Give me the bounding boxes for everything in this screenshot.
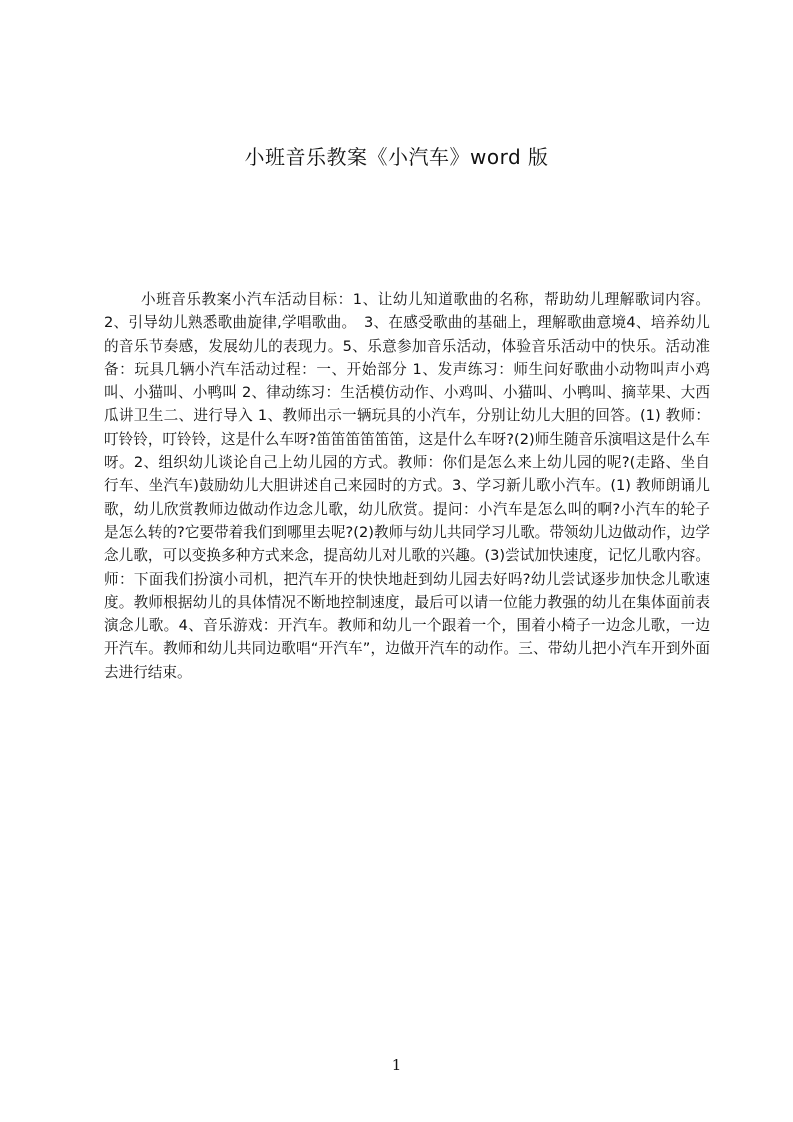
page-number: 1 [391, 1056, 402, 1074]
document-title: 小班音乐教案《小汽车》word 版 [244, 145, 549, 169]
document-body-paragraph: 小班音乐教案小汽车活动目标：1、让幼儿知道歌曲的名称，帮助幼儿理解歌词内容。2、引导幼儿熟悉歌曲旋律,学唱歌曲。 3、在感受歌曲的基础上，理解歌曲意境4、培养幼儿的音乐节奏感，发展幼儿的表现力。5、乐意参加音乐活动，体验音乐活动中的快乐。活动准备：玩具几辆小汽车活动过程：一、开始部分 1、发声练习：师生问好歌曲小动物叫声小鸡叫、小猫叫、小鸭叫 2、律动练习：生活模仿动作、小鸡叫、小猫叫、小鸭叫、摘苹果、大西瓜讲卫生二、进行导入 1、教师出示一辆玩具的小汽车，分别让幼儿大胆的回答。(1) 教师：叮铃铃，叮铃铃，这是什么车呀?笛笛笛笛笛笛，这是什么车呀?(2)师生随音乐演唱这是什么车呀。2、组织幼儿谈论自己上幼儿园的方式。教师：你们是怎么来上幼儿园的呢?(走路、坐自行车、坐汽车)鼓励幼儿大胆讲述自己来园时的方式。3、学习新儿歌小汽车。(1) 教师朗诵儿歌，幼儿欣赏教师边做动作边念儿歌，幼儿欣赏。提问：小汽车是怎么叫的啊?小汽车的轮子是怎么转的?它要带着我们到哪里去呢?(2)教师与幼儿共同学习儿歌。带领幼儿边做动作，边学念儿歌，可以变换多种方式来念，提高幼儿对儿歌的兴趣。(3)尝试加快速度，记忆儿歌内容。师：下面我们扮演小司机，把汽车开的快快地赶到幼儿园去好吗?幼儿尝试逐步加快念儿歌速度。教师根据幼儿的具体情况不断地控制速度，最后可以请一位能力教强的幼儿在集体面前表演念儿歌。4、音乐游戏：开汽车。教师和幼儿一个跟着一个，围着小椅子一边念儿歌，一边开汽车。教师和幼儿共同边歌唱“开汽车”，边做开汽车的动作。三、带幼儿把小汽车开到外面去进行结束。 [104, 291, 710, 681]
